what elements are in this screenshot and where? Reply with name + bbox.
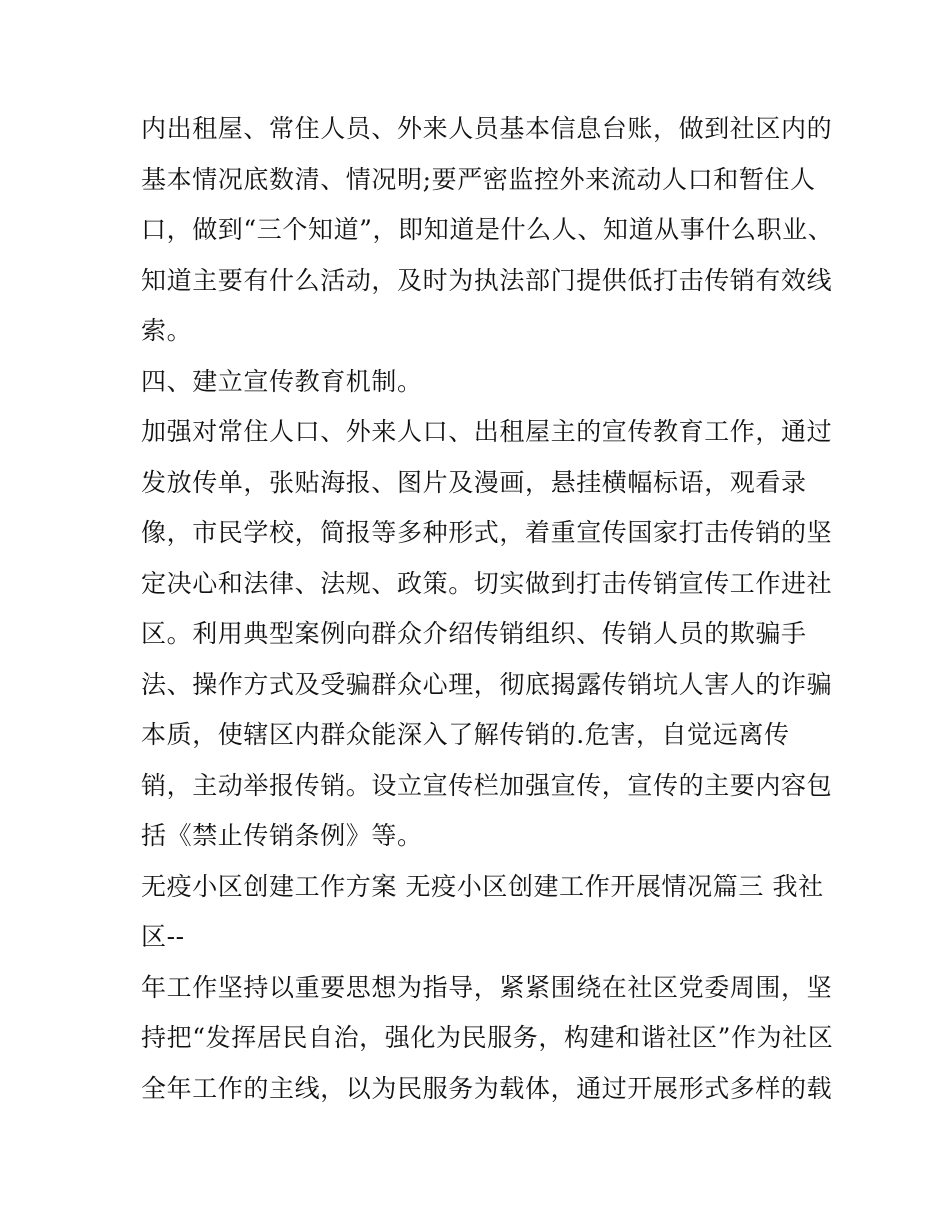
text-line: 法、操作方式及受骗群众心理，彻底揭露传销坑人害人的诈骗 [141, 669, 833, 699]
text-line: 持把“发挥居民自治，强化为民服务，构建和谐社区”作为社区 [141, 1023, 834, 1052]
text-line: 区。利用典型案例向群众介绍传销组织、传销人员的欺骗手 [141, 619, 807, 648]
text-line: 内出租屋、常住人员、外来人员基本信息台账，做到社区内的 [141, 114, 833, 143]
text-line: 年工作坚持以重要思想为指导，紧紧围绕在社区党委周围，坚 [141, 972, 833, 1002]
section-heading: 四、建立宣传教育机制。 [141, 366, 423, 396]
text-line: 索。 [141, 316, 193, 345]
text-line: 区-- [141, 922, 185, 951]
body-text [141, 104, 834, 1114]
text-line: 像，市民学校，简报等多种形式，着重宣传国家打击传销的坚 [141, 518, 833, 547]
text-line: 口，做到“三个知道”，即知道是什么人、知道从事什么职业、 [141, 215, 834, 244]
text-line: 知道主要有什么活动，及时为执法部门提供低打击传销有效线 [141, 265, 833, 295]
text-line: 括《禁止传销条例》等。 [141, 821, 423, 850]
text-line: 定决心和法律、法规、政策。切实做到打击传销宣传工作进社 [141, 568, 833, 598]
text-line: 发放传单，张贴海报、图片及漫画，悬挂横幅标语，观看录 [141, 467, 807, 497]
text-line: 无疫小区创建工作方案 无疫小区创建工作开展情况篇三 我社 [141, 871, 824, 901]
text-line: 销，主动举报传销。设立宣传栏加强宣传，宣传的主要内容包 [141, 770, 833, 800]
text-line: 全年工作的主线，以为民服务为载体，通过开展形式多样的载 [141, 1073, 833, 1103]
text-line: 本质，使辖区内群众能深入了解传销的.危害，自觉远离传 [141, 720, 790, 749]
text-line: 基本情况底数清、情况明;要严密监控外来流动人口和暂住人 [141, 164, 816, 194]
text-line: 加强对常住人口、外来人口、出租屋主的宣传教育工作，通过 [141, 417, 833, 446]
